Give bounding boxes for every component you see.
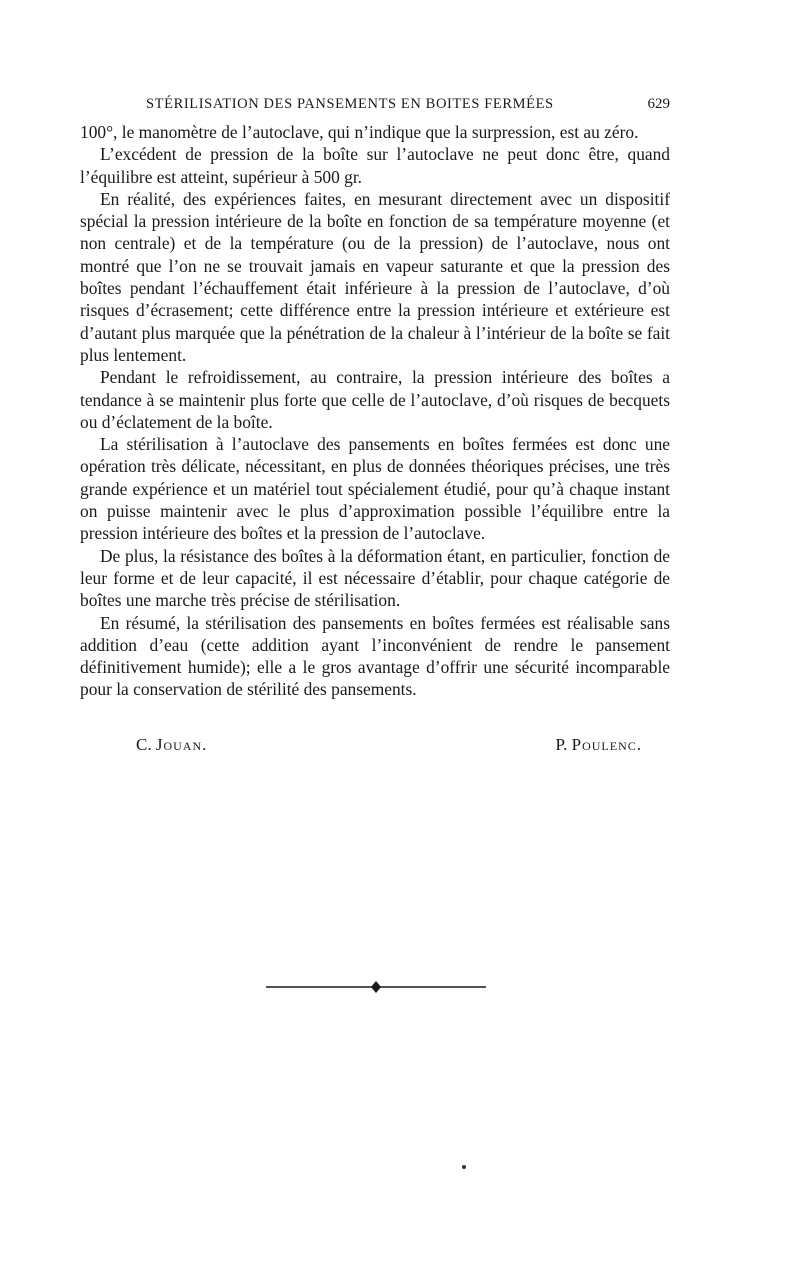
paragraph-3: En réalité, des expériences faites, en mesurant directement avec un dispositif spécial la pression intérieure de la boîte en fonction de sa température moyenne (et non centrale) et de la température (ou de la pression) de l’autoclave, nous ont montré que l’on ne se trouvait jamais en vapeur saturante et que la pression des boîtes pendant l’échauffement était inférieure à la pression de l’autoclave, d’où risques d’écrasement; cette différence entre la pression intérieure et extérieure est d’autant plus marquée que la pénétration de la chaleur à l’intérieur de la boîte se fait plus lentement.	[80, 188, 670, 365]
signature-left	[136, 735, 207, 755]
diamond-rule-icon	[266, 980, 486, 994]
paragraph-5: La stérilisation à l’autoclave des pansements en boîtes fermées est donc une opération très délicate, nécessitant, en plus de données théoriques précises, une très grande expérience et un matériel tout spécialement étudié, pour qu’à chaque instant on puisse maintenir avec le plus d’approximation possible l’équilibre entre la pression intérieure des boîtes et la pression de l’autoclave.	[80, 434, 670, 544]
paragraph-1: 100°, le manomètre de l’autoclave, qui n’indique que la surpression, est au zéro.	[80, 122, 639, 142]
signatures	[80, 735, 670, 755]
signature-right	[556, 735, 642, 755]
paragraph-6: De plus, la résistance des boîtes à la déformation étant, en particulier, fonction de leur forme et de leur capacité, il est nécessaire d’établir, pour chaque catégorie de boîtes une marche très précise de stérilisation.	[80, 545, 670, 611]
running-title: STÉRILISATION DES PANSEMENTS EN BOITES FERMÉES	[146, 96, 554, 112]
paragraph-2: L’excédent de pression de la boîte sur l’autoclave ne peut donc être, quand l’équilibre est atteint, supérieur à 500 gr.	[80, 144, 670, 187]
running-head	[80, 96, 670, 113]
paragraph-7: En résumé, la stérilisation des pansements en boîtes fermées est réalisable sans addition d’eau (cette addition ayant l’inconvénient de rendre le pansement définitivement humide); elle a le gros avantage d’offrir une sécurité incomparable pour la conservation de stérilité des pansements.	[80, 612, 670, 700]
page-body	[80, 96, 670, 755]
page-number: 629	[647, 96, 670, 112]
print-speck	[462, 1165, 466, 1169]
signature-right-name: Poulenc.	[571, 734, 642, 754]
paragraph-4: Pendant le refroidissement, au contraire, la pression intérieure des boîtes a tendance à se maintenir plus forte que celle de l’autoclave, d’où risques de becquets ou d’éclatement de la boîte.	[80, 367, 670, 432]
signature-left-initial: C.	[136, 734, 152, 754]
signature-left-name: Jouan.	[155, 734, 208, 754]
signature-right-initial: P.	[555, 734, 568, 754]
